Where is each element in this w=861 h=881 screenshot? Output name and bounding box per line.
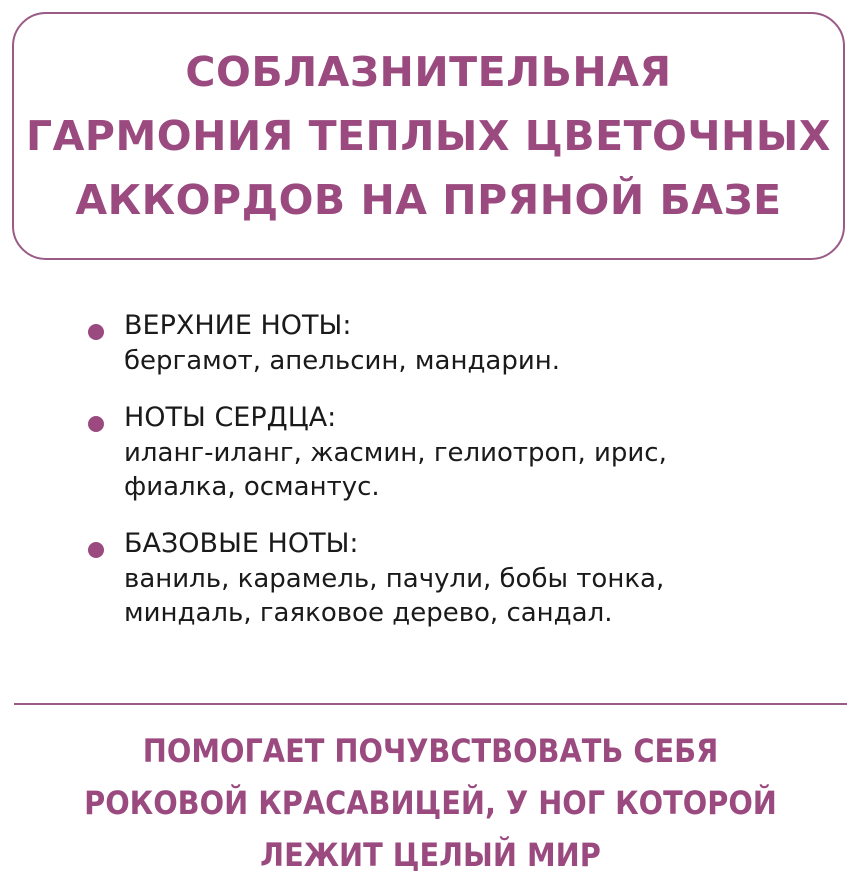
headline [26, 40, 831, 232]
headline-line: СОБЛАЗНИТЕЛЬНАЯ [185, 48, 672, 96]
note-text: миндаль, гаяковое дерево, сандал. [124, 598, 613, 628]
tagline-line: РОКОВОЙ КРАСАВИЦЕЙ, У НОГ КОТОРОЙ [84, 784, 777, 822]
note-title: НОТЫ СЕРДЦА: [124, 402, 337, 433]
bullet-icon [88, 542, 104, 558]
note-text: иланг-иланг, жасмин, гелиотроп, ирис, [124, 438, 667, 468]
heart-notes-item [84, 400, 824, 504]
bullet-icon [88, 324, 104, 340]
tagline [0, 725, 861, 881]
bullet-icon [88, 416, 104, 432]
note-text: бергамот, апельсин, мандарин. [124, 346, 561, 376]
tagline-line: ЛЕЖИТ ЦЕЛЫЙ МИР [260, 836, 601, 874]
fragrance-notes-list [84, 308, 824, 652]
note-title: ВЕРХНИЕ НОТЫ: [124, 310, 352, 341]
top-notes-item [84, 308, 824, 378]
headline-line: АККОРДОВ НА ПРЯНОЙ БАЗЕ [75, 176, 782, 224]
base-notes-item [84, 526, 824, 630]
note-title: БАЗОВЫЕ НОТЫ: [124, 528, 359, 559]
tagline-line: ПОМОГАЕТ ПОЧУВСТВОВАТЬ СЕБЯ [142, 732, 719, 770]
headline-line: ГАРМОНИЯ ТЕПЛЫХ ЦВЕТОЧНЫХ [26, 112, 831, 160]
headline-frame [12, 12, 845, 260]
divider [14, 703, 847, 705]
note-text: ваниль, карамель, пачули, бобы тонка, [124, 564, 665, 594]
note-text: фиалка, османтус. [124, 472, 380, 502]
